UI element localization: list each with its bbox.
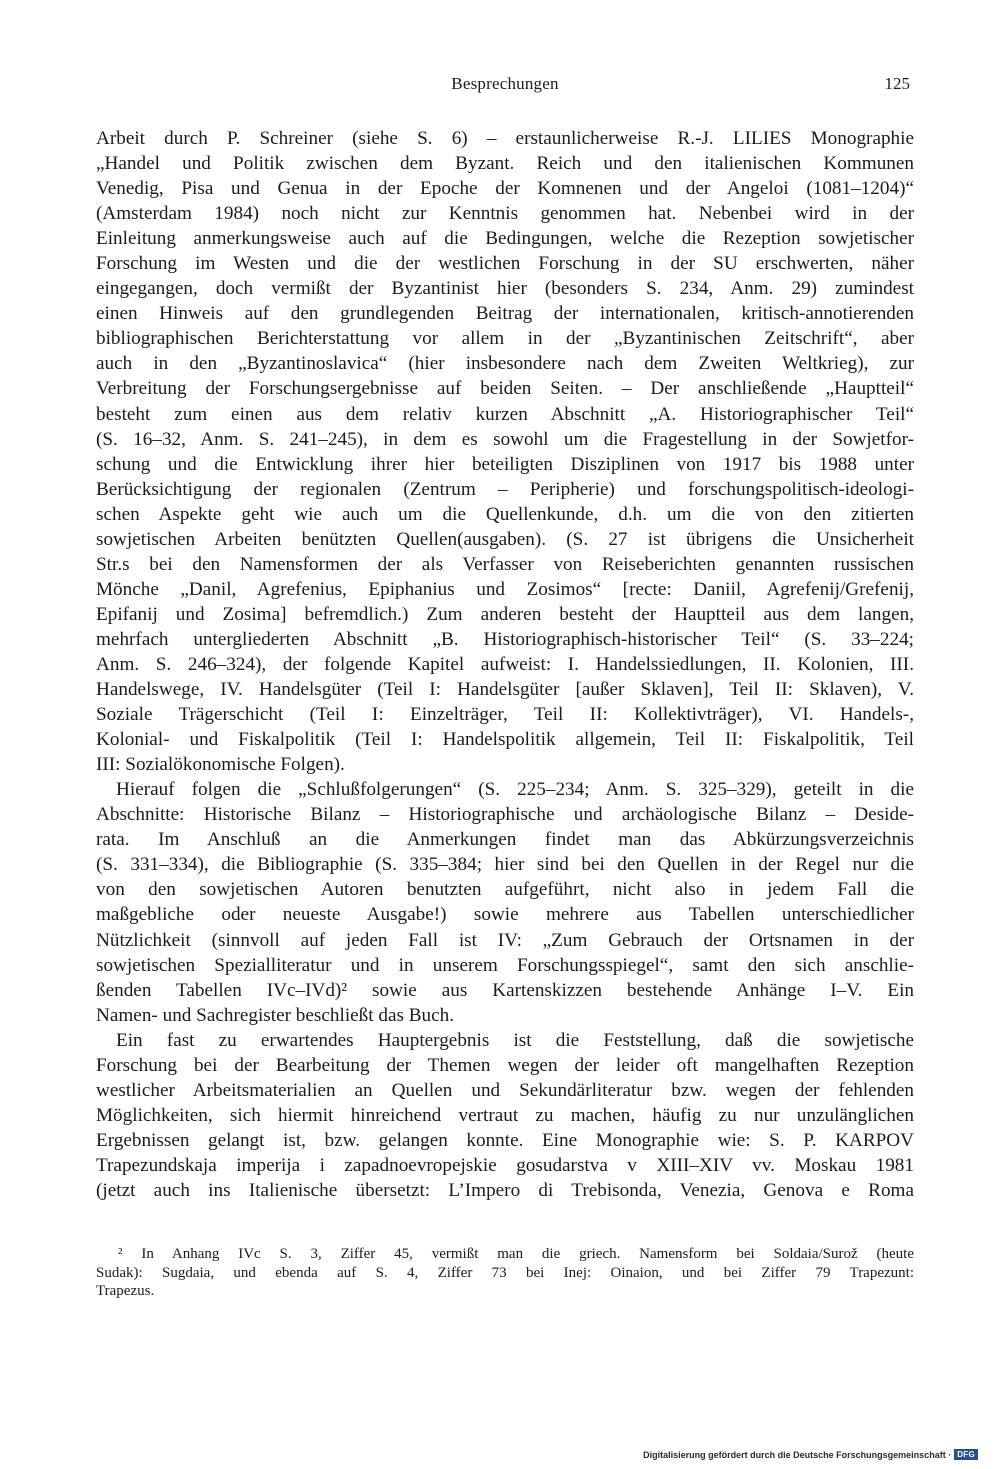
text-line: Forschung bei der Bearbeitung der Themen wegen der leider oft mangelhaften Rezeption <box>96 1054 914 1076</box>
dfg-logo: DFG <box>954 1449 978 1460</box>
text-line: schen Aspekte geht wie auch um die Quellenkunde, d.h. um die von den zitierten <box>96 503 914 525</box>
text-line: auch in den „Byzantinoslavica“ (hier insbesondere nach dem Zweiten Weltkrieg), zur <box>96 353 914 375</box>
text-line: eingegangen, doch vermißt der Byzantinist hier (besonders S. 234, Anm. 29) zumindest <box>96 278 914 300</box>
text-line: Anm. S. 246–324), der folgende Kapitel aufweist: I. Handelssiedlungen, II. Kolonien, III. <box>96 653 914 675</box>
text-line: Forschung im Westen und die der westlichen Forschung in der SU erschwerten, näher <box>96 253 914 275</box>
text-line: einen Hinweis auf den grundlegenden Beitrag der internationalen, kritisch-annotierenden <box>96 303 914 325</box>
text-line: Mönche „Danil, Agrefenius, Epiphanius und Zosimos“ [recte: Daniil, Agrefenij/Grefenij, <box>96 578 914 600</box>
text-line: ßenden Tabellen IVc–IVd)² sowie aus Kartenskizzen bestehende Anhänge I–V. Ein <box>96 979 914 1001</box>
text-line: westlicher Arbeitsmaterialien an Quellen und Sekundärliteratur bzw. wegen der fehlenden <box>96 1079 914 1101</box>
footnote-line: ² In Anhang IVc S. 3, Ziffer 45, vermißt man die griech. Namensform bei Soldaia/Surož (heute <box>118 1246 914 1262</box>
text-line: Handelswege, IV. Handelsgüter (Teil I: Handelsgüter [außer Sklaven], Teil II: Sklaven), V. <box>96 679 914 701</box>
text-line: (Amsterdam 1984) noch nicht zur Kenntnis genommen hat. Nebenbei wird in der <box>96 203 914 225</box>
text-line: maßgebliche oder neueste Ausgabe!) sowie mehrere aus Tabellen unterschiedlicher <box>96 904 914 926</box>
running-title: Besprechungen <box>451 74 559 93</box>
digitization-credit <box>643 1449 978 1460</box>
text-line: mehrfach untergliederten Abschnitt „B. Historiographisch-historischer Teil“ (S. 33–224; <box>96 628 914 650</box>
text-line: Namen- und Sachregister beschließt das Buch. <box>96 1004 455 1026</box>
text-line: (jetzt auch ins Italienische übersetzt: L’Impero di Trebisonda, Venezia, Genova e Roma <box>96 1179 914 1201</box>
text-line: Einleitung anmerkungsweise auch auf die Bedingungen, welche die Rezeption sowjetischer <box>96 228 914 250</box>
text-line: Berücksichtigung der regionalen (Zentrum – Peripherie) und forschungspolitisch-ideologi- <box>96 478 914 500</box>
text-line: Kolonial- und Fiskalpolitik (Teil I: Handelspolitik allgemein, Teil II: Fiskalpolitik, Teil <box>96 729 914 751</box>
text-line: (S. 331–334), die Bibliographie (S. 335–384; hier sind bei den Quellen in der Regel nur die <box>96 854 914 876</box>
text-line: Arbeit durch P. Schreiner (siehe S. 6) – erstaunlicherweise R.-J. LILIES Monographie <box>96 128 914 149</box>
text-line: Trapezundskaja imperija i zapadnoevropejskie gosudarstva v XIII–XIV vv. Moskau 1981 <box>96 1154 914 1176</box>
text-line: schung und die Entwicklung ihrer hier beteiligten Disziplinen von 1917 bis 1988 unter <box>96 453 914 475</box>
page-number: 125 <box>884 74 910 93</box>
text-line: besteht zum einen aus dem relativ kurzen Abschnitt „A. Historiographischer Teil“ <box>96 403 914 425</box>
text-line: bibliographischen Berichterstattung vor allem in der „Byzantinischen Zeitschrift“, aber <box>96 328 914 350</box>
text-line: rata. Im Anschluß an die Anmerkungen findet man das Abkürzungsverzeichnis <box>96 829 914 851</box>
footnote-line: Trapezus. <box>96 1283 155 1299</box>
text-line: von den sowjetischen Autoren benutzten aufgeführt, nicht also in jedem Fall die <box>96 879 914 901</box>
text-line: Ein fast zu erwartendes Hauptergebnis ist die Feststellung, daß die sowjetische <box>116 1029 914 1051</box>
text-line: Venedig, Pisa und Genua in der Epoche der Komnenen und der Angeloi (1081–1204)“ <box>96 178 914 200</box>
page-header <box>96 74 914 102</box>
text-line: Ergebnissen gelangt ist, bzw. gelangen konnte. Eine Monographie wie: S. P. KARPOV <box>96 1129 914 1151</box>
text-line: Hierauf folgen die „Schlußfolgerungen“ (S. 225–234; Anm. S. 325–329), geteilt in die <box>116 779 914 801</box>
text-line: Verbreitung der Forschungsergebnisse auf beiden Seiten. – Der anschließende „Hauptteil“ <box>96 378 914 400</box>
credit-text: Digitalisierung gefördert durch die Deutsche Forschungsgemeinschaft · <box>643 1449 952 1460</box>
footnote-line: Sudak): Sugdaia, und ebenda auf S. 4, Ziffer 73 bei Inej: Oinaion, und bei Ziffer 79 Trapezunt: <box>96 1264 914 1281</box>
text-line: III: Sozialökonomische Folgen). <box>96 754 345 776</box>
text-line: sowjetischen Spezialliteratur und in unserem Forschungsspiegel“, samt den sich anschlie- <box>96 954 914 976</box>
text-line: Abschnitte: Historische Bilanz – Historiographische und archäologische Bilanz – Deside- <box>96 804 914 826</box>
text-line: sowjetischen Arbeiten benützten Quellen(ausgaben). (S. 27 ist übrigens die Unsicherheit <box>96 528 914 550</box>
text-line: Möglichkeiten, sich hiermit hinreichend vertraut zu machen, häufig zu nur unzulänglichen <box>96 1104 914 1126</box>
footnote <box>96 1245 914 1301</box>
body-text <box>96 126 914 1203</box>
text-line: (S. 16–32, Anm. S. 241–245), in dem es sowohl um die Fragestellung in der Sowjetfor- <box>96 428 914 450</box>
text-line: Nützlichkeit (sinnvoll auf jeden Fall ist IV: „Zum Gebrauch der Ortsnamen in der <box>96 929 914 951</box>
text-line: „Handel und Politik zwischen dem Byzant. Reich und den italienischen Kommunen <box>96 153 914 175</box>
text-line: Soziale Trägerschicht (Teil I: Einzelträger, Teil II: Kollektivträger), VI. Handels-, <box>96 704 914 726</box>
text-line: Epifanij und Zosima] befremdlich.) Zum anderen besteht der Hauptteil aus dem langen, <box>96 603 914 625</box>
text-line: Str.s bei den Namensformen der als Verfasser von Reiseberichten genannten russischen <box>96 553 914 575</box>
